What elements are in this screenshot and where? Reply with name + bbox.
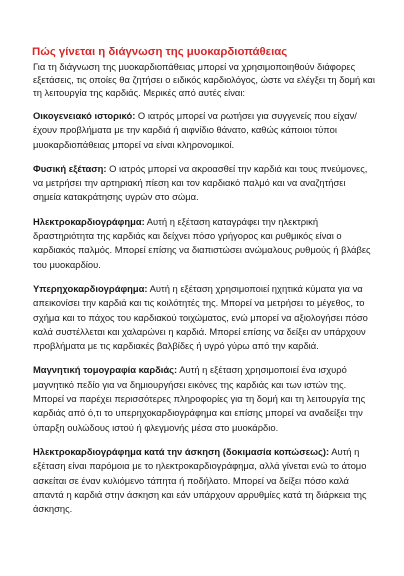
page-title: Πώς γίνεται η διάγνωση της μυοκαρδιοπάθειας	[32, 46, 288, 58]
section-term: Υπερηχοκαρδιογράφημα:	[33, 282, 148, 294]
section-text: Αυτή η εξέταση χρησιμοποιεί ηχητικά κύματα για να απεικονίσει την καρδιά και τις κοιλότητές της. Μπορεί να μετρήσει το μέγεθος, το σχήμα και το πάχος του καρδιακού τοιχώματος, ενώ μπορεί να αξιολογήσει πόσο καλά συστέλλεται και χαλαρώνει η καρδιά. Μπορεί επίσης να δείξει αν υπάρχουν προβλήματα με τις καρδιακές βαλβίδες ή υγρό γύρω από την καρδιά.	[33, 282, 368, 352]
section-term: Μαγνητική τομογραφία καρδιάς:	[33, 364, 178, 376]
section-text: Αυτή η εξέταση είναι παρόμοια με το ηλεκτροκαρδιογράφημα, αλλά γίνεται ενώ το άτομο ασκείται σε έναν κυλιόμενο τάπητα ή ποδήλατο. Μπορεί να δείξει πόσο καλά απαντά η καρδιά στην άσκηση και εάν υπάρχουν αρρυθμίες κατά τη διάρκεια της άσκησης.	[33, 445, 367, 515]
section-text: Αυτή η εξέταση χρησιμοποιεί ένα ισχυρό μαγνητικό πεδίο για να δημιουργήσει εικόνες της καρδιάς και των ιστών της. Μπορεί να παρέχει περισσότερες πληροφορίες για τη δομή και τη λειτουργία της καρδιάς από ό,τι το υπερηχοκαρδιογράφημα και επίσης μπορεί να αναδείξει την ύπαρξη ουλώδους ιστού ή φλεγμονής μέσα στο μυοκάρδιο.	[33, 364, 366, 433]
document-content	[33, 46, 375, 516]
section-text: Ο ιατρός μπορεί να ρωτήσει για συγγενείς που είχαν/έχουν προβλήματα με την καρδιά ή αιφνίδιο θάνατο, καθώς κάποιοι τύποι μυοκαρδιοπάθειας μπορεί να είναι κληρονομικοί.	[33, 110, 357, 150]
section-term: Ηλεκτροκαρδιογράφημα:	[33, 215, 145, 227]
section-ecg	[33, 215, 375, 272]
section-echocardiogram	[33, 282, 375, 353]
section-text: Αυτή η εξέταση καταγράφει την ηλεκτρική δραστηριότητα της καρδιάς και δείχνει πόσο γρήγορος και ρυθμικός είναι ο καρδιακός παλμός. Μπορεί επίσης να διαπιστώσει ανώμαλους ρυθμούς ή βλάβες του μυοκαρδίου.	[33, 215, 371, 270]
section-physical-exam	[33, 162, 375, 205]
intro-paragraph: Για τη διάγνωση της μυοκαρδιοπάθειας μπορεί να χρησιμοποιηθούν διάφορες εξετάσεις, τις οποίες θα ζητήσει ο ειδικός καρδιολόγος, ώστε να ελέγξει τη δομή και τη λειτουργία της καρδιάς. Μερικές από αυτές είναι:	[33, 61, 375, 98]
section-term: Φυσική εξέταση:	[33, 162, 107, 174]
section-term: Ηλεκτροκαρδιογράφημα κατά την άσκηση (δοκιμασία κοπώσεως):	[33, 445, 330, 457]
section-term: Οικογενειακό ιστορικό:	[33, 110, 136, 121]
section-text: Ο ιατρός μπορεί να ακροασθεί την καρδιά και τους πνεύμονες, να μετρήσει την αρτηριακή πίεση και τον καρδιακό παλμό και να αναζητήσει σημεία κατακράτησης υγρών στο σώμα.	[33, 162, 368, 203]
section-exercise-ecg	[33, 445, 375, 516]
section-cardiac-mri	[33, 363, 375, 434]
section-family-history	[33, 109, 375, 152]
